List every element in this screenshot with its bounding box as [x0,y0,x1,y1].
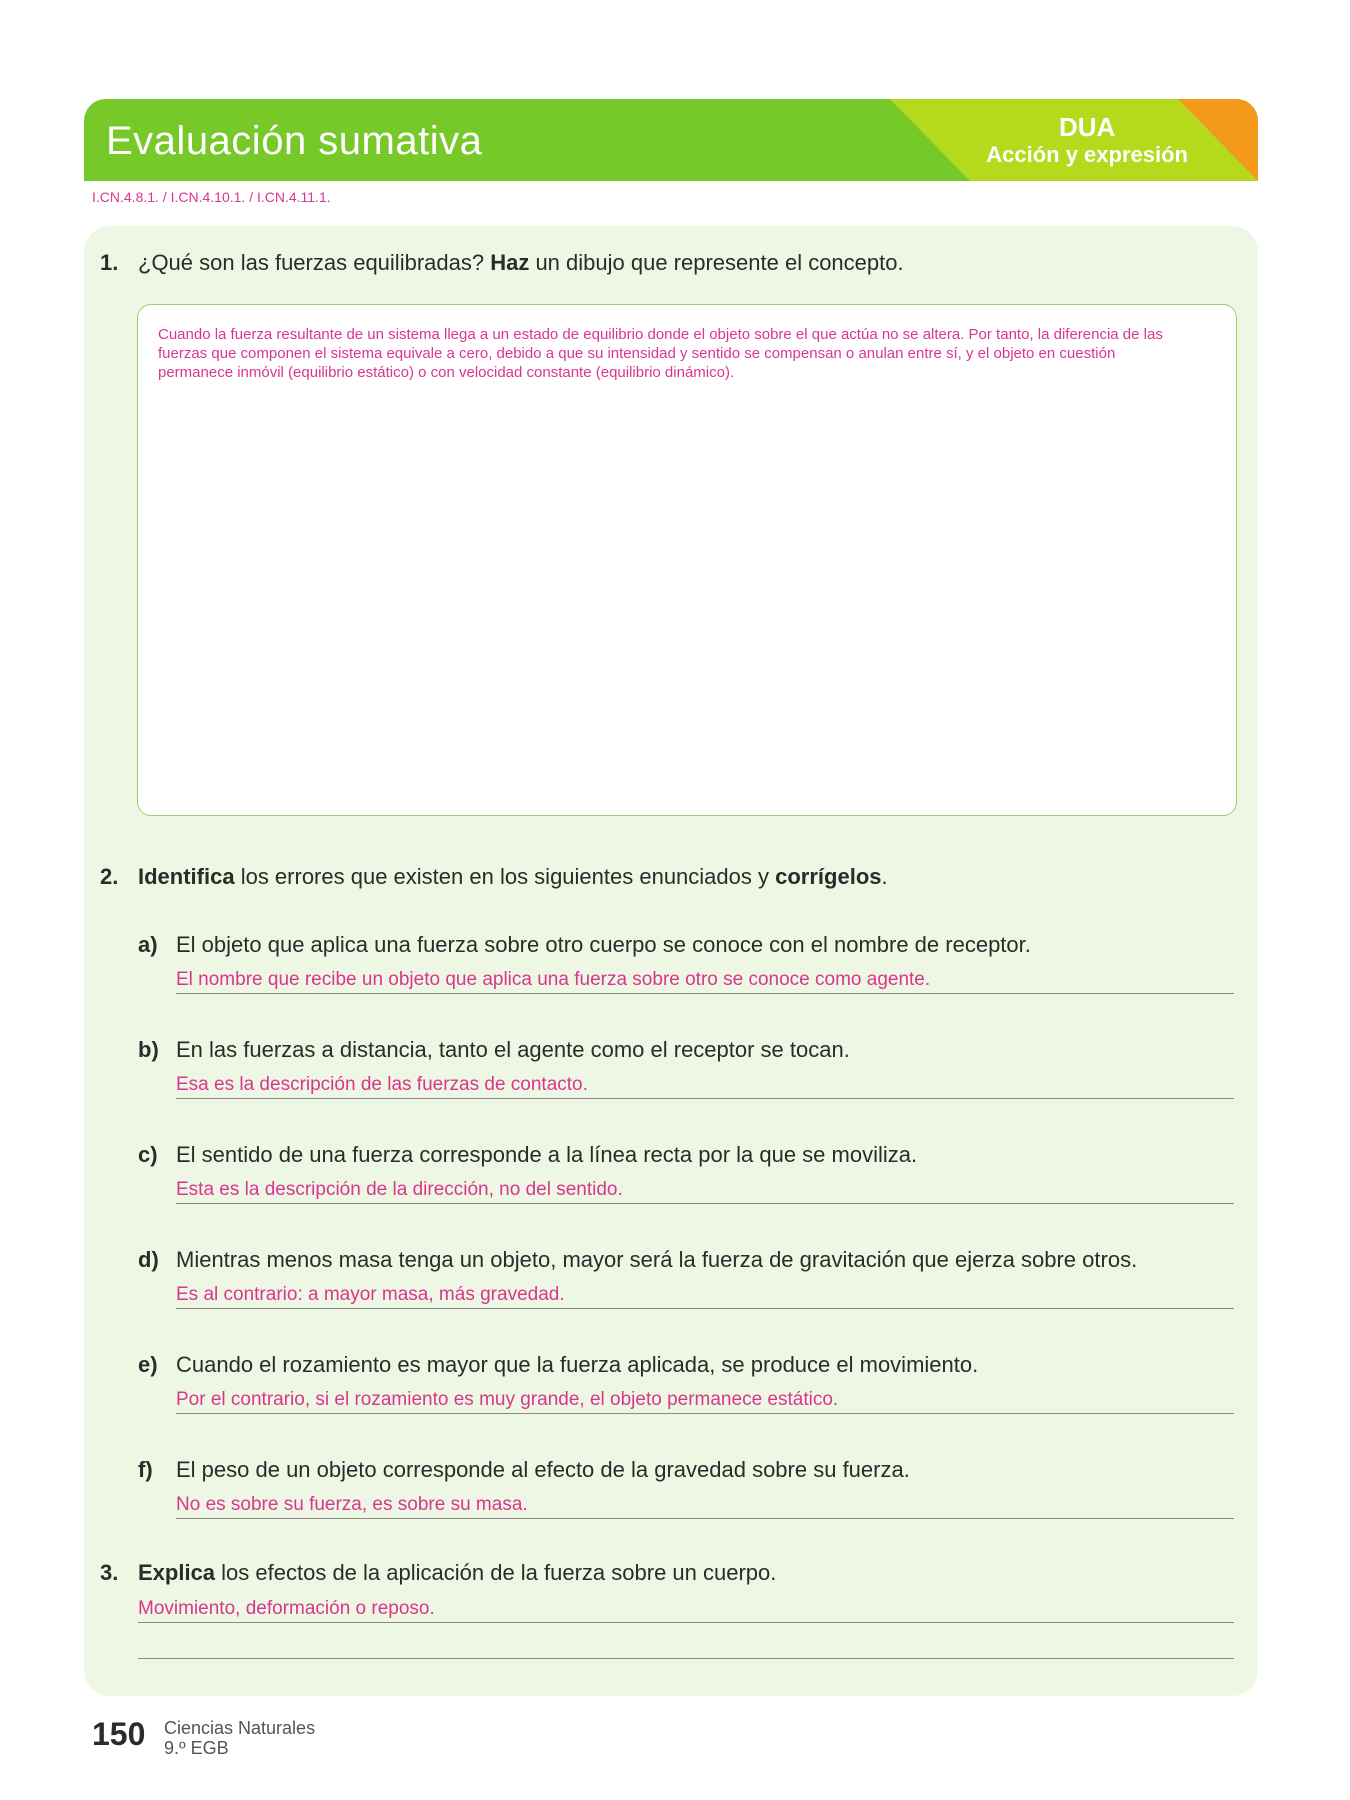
answer-field-3-extra[interactable] [138,1658,1234,1659]
answer-field-3[interactable]: Movimiento, deformación o reposo. [138,1596,1234,1623]
indicator-codes: I.CN.4.8.1. / I.CN.4.10.1. / I.CN.4.11.1. [92,189,331,205]
question-text: un dibujo que represente el concepto. [529,250,904,275]
question-number: 1. [100,250,119,275]
page-title: Evaluación sumativa [106,119,483,163]
answer-line: permanece inmóvil (equilibrio estático) o con velocidad constante (equilibrio dinámico). [158,364,735,381]
statement-f [138,1455,1228,1485]
question-number: 3. [100,1560,119,1585]
question-3 [100,1558,776,1588]
dua-badge [986,113,1188,169]
grade-level: 9.º EGB [164,1738,229,1758]
question-text: ¿Qué son las fuerzas equilibradas? [138,250,491,275]
statement-text: El sentido de una fuerza corresponde a la línea recta por la que se moviliza. [176,1142,918,1167]
question-verb: Explica [138,1560,216,1585]
answer-field-f[interactable]: No es sobre su fuerza, es sobre su masa. [176,1492,1234,1519]
statement-label: e) [138,1352,158,1377]
subject-info [164,1718,315,1758]
question-verb: Identifica [138,864,235,889]
statement-d [138,1245,1228,1275]
dua-subtitle: Acción y expresión [986,142,1188,167]
answer-field-d[interactable]: Es al contrario: a mayor masa, más gravedad. [176,1282,1234,1309]
question-text: . [881,864,888,889]
question-text: los errores que existen en los siguientes enunciados y [234,864,776,889]
answer-field-e[interactable]: Por el contrario, si el rozamiento es muy grande, el objeto permanece estático. [176,1387,1234,1414]
statement-label: d) [138,1247,159,1272]
question-2 [100,862,888,892]
answer-field-b[interactable]: Esa es la descripción de las fuerzas de contacto. [176,1072,1234,1099]
question-1 [100,248,904,278]
subject-name: Ciencias Naturales [164,1718,316,1738]
question-number: 2. [100,864,119,889]
statement-e [138,1350,1228,1380]
answer-line: Cuando la fuerza resultante de un sistema llega a un estado de equilibrio donde el objeto sobre el que actúa no se altera. Por tanto, la diferencia de las [158,326,1163,343]
statement-text: En las fuerzas a distancia, tanto el agente como el receptor se tocan. [176,1037,850,1062]
statement-text: El peso de un objeto corresponde al efecto de la gravedad sobre su fuerza. [176,1457,910,1482]
dua-label: DUA [1058,112,1116,142]
statement-label: a) [138,932,158,957]
question-text: los efectos de la aplicación de la fuerza sobre un cuerpo. [215,1560,777,1585]
statement-b [138,1035,1228,1065]
question-verb: corrígelos [775,864,882,889]
statement-label: b) [138,1037,159,1062]
drawing-answer-box[interactable] [137,304,1237,816]
statement-text: Cuando el rozamiento es mayor que la fuerza aplicada, se produce el movimiento. [176,1352,979,1377]
section-header [84,99,1258,181]
statement-c [138,1140,1228,1170]
statement-label: f) [138,1457,153,1482]
answer-field-c[interactable]: Esta es la descripción de la dirección, no del sentido. [176,1177,1234,1204]
answer-line: fuerzas que componen el sistema equivale a cero, debido a que su intensidad y sentido se compensan o anulan entre sí, y el objeto en cuestión [158,345,1116,362]
answer-field-a[interactable]: El nombre que recibe un objeto que aplica una fuerza sobre otro se conoce como agente. [176,967,1234,994]
statement-label: c) [138,1142,158,1167]
page-number: 150 [92,1716,146,1752]
question-verb: Haz [490,250,530,275]
statement-a [138,930,1228,960]
statement-text: Mientras menos masa tenga un objeto, mayor será la fuerza de gravitación que ejerza sobre otros. [176,1247,1138,1272]
statement-text: El objeto que aplica una fuerza sobre otro cuerpo se conoce con el nombre de receptor. [176,932,1031,957]
